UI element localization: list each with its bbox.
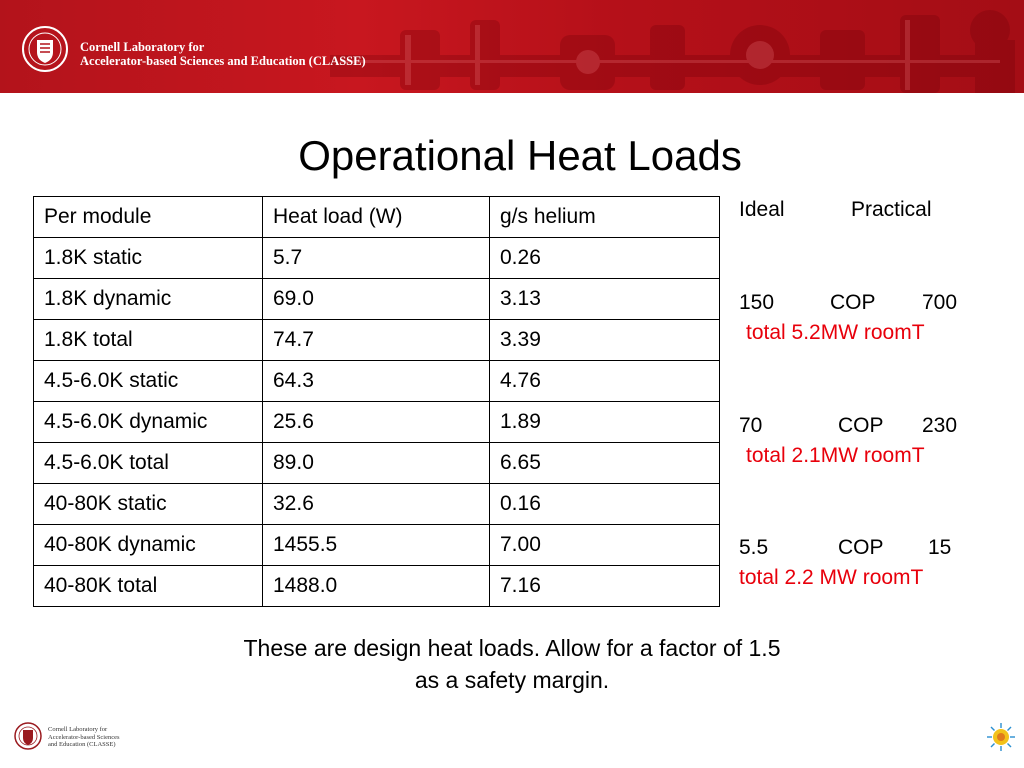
footer-org-name xyxy=(48,726,120,749)
table-row xyxy=(34,361,720,402)
header-banner xyxy=(0,0,1024,93)
table-row xyxy=(34,402,720,443)
footer-line3: and Education (CLASSE) xyxy=(48,741,116,748)
header-org-line2: Accelerator-based Sciences and Education (CLASSE) xyxy=(80,54,366,68)
side-total-text: total 2.2 MW roomT xyxy=(739,566,924,589)
table-cell: 6.65 xyxy=(490,443,720,484)
footer-line2: Accelerator-based Sciences xyxy=(48,733,120,741)
table-cell: 7.00 xyxy=(490,525,720,566)
table-cell: 1.8K total xyxy=(34,320,263,361)
table-cell: 4.5-6.0K dynamic xyxy=(34,402,263,443)
table-row xyxy=(34,525,720,566)
side-ideal-value: 150 xyxy=(739,291,775,314)
table-cell: 0.26 xyxy=(490,238,720,279)
side-cop-label: COP xyxy=(838,414,884,437)
footer-line1: Cornell Laboratory for xyxy=(48,726,108,733)
table-cell: 1.89 xyxy=(490,402,720,443)
table-cell: 4.5-6.0K static xyxy=(34,361,263,402)
side-ideal-value: 5.5 xyxy=(739,536,769,559)
table-cell: 1.8K dynamic xyxy=(34,279,263,320)
side-total-text: total 5.2MW roomT xyxy=(746,321,925,344)
table-cell: 40-80K total xyxy=(34,566,263,607)
table-cell: 1455.5 xyxy=(263,525,490,566)
table-cell: 40-80K static xyxy=(34,484,263,525)
table-cell: 40-80K dynamic xyxy=(34,525,263,566)
cornell-seal-icon xyxy=(22,24,68,74)
side-header-practical: Practical xyxy=(851,198,932,221)
table-row xyxy=(34,320,720,361)
table-cell: 1.8K static xyxy=(34,238,263,279)
page-title: Operational Heat Loads xyxy=(298,132,742,179)
table-cell: 69.0 xyxy=(263,279,490,320)
cornell-seal-icon xyxy=(14,721,42,751)
table-row xyxy=(34,238,720,279)
side-ideal-value: 70 xyxy=(739,414,763,437)
caption-line2: as a safety margin. xyxy=(414,667,610,693)
table-cell: 0.16 xyxy=(490,484,720,525)
table-cell: 89.0 xyxy=(263,443,490,484)
header-org-name xyxy=(80,40,366,68)
table-cell: 1488.0 xyxy=(263,566,490,607)
side-total-text: total 2.1MW roomT xyxy=(746,444,925,467)
table-header-row xyxy=(34,197,720,238)
table-cell: 4.76 xyxy=(490,361,720,402)
side-practical-value: 700 xyxy=(922,291,958,314)
side-practical-value: 230 xyxy=(922,414,958,437)
table-row xyxy=(34,566,720,607)
table-cell: 3.13 xyxy=(490,279,720,320)
table-cell: 3.39 xyxy=(490,320,720,361)
table-row xyxy=(34,484,720,525)
side-header-ideal: Ideal xyxy=(739,198,785,221)
table-cell: 74.7 xyxy=(263,320,490,361)
table-cell: 7.16 xyxy=(490,566,720,607)
heat-load-table xyxy=(33,196,720,607)
table-header-cell: g/s helium xyxy=(490,197,720,238)
side-cop-label: COP xyxy=(838,536,884,559)
caption xyxy=(0,632,1024,696)
table-cell: 5.7 xyxy=(263,238,490,279)
table-cell: 25.6 xyxy=(263,402,490,443)
side-cop-label: COP xyxy=(830,291,876,314)
table-row xyxy=(34,279,720,320)
table-header-cell: Per module xyxy=(34,197,263,238)
table-cell: 32.6 xyxy=(263,484,490,525)
table-cell: 64.3 xyxy=(263,361,490,402)
table-header-cell: Heat load (W) xyxy=(263,197,490,238)
caption-line1: These are design heat loads. Allow for a factor of 1.5 xyxy=(243,635,781,661)
header-org-line1: Cornell Laboratory for xyxy=(80,40,205,54)
table-cell: 4.5-6.0K total xyxy=(34,443,263,484)
side-practical-value: 15 xyxy=(928,536,952,559)
table-row xyxy=(34,443,720,484)
classe-sun-icon xyxy=(986,722,1016,752)
